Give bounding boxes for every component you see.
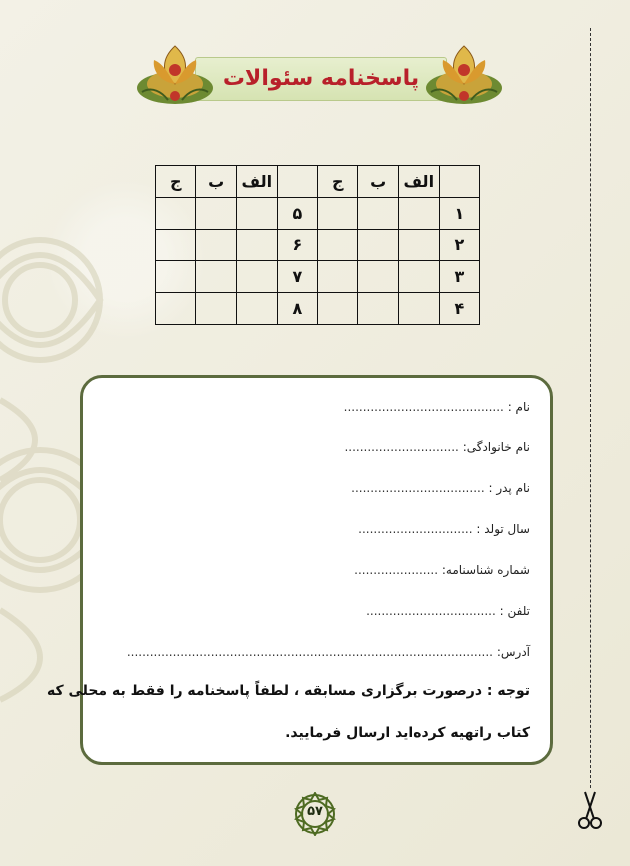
table-header-cell: الف (236, 166, 277, 198)
page-number: ۵۷ (307, 804, 323, 819)
table-header-cell: ب (358, 166, 398, 198)
question-number: ۸ (277, 293, 317, 325)
question-number: ۶ (277, 229, 317, 261)
name-field[interactable] (344, 400, 530, 414)
answer-cell[interactable] (196, 293, 236, 325)
phone-dots: .................................. (366, 604, 496, 618)
answer-cell[interactable] (318, 261, 358, 293)
answer-cell[interactable] (156, 197, 196, 229)
address-label: آدرس: (496, 645, 530, 659)
answer-cell[interactable] (196, 261, 236, 293)
answer-table (155, 165, 480, 325)
table-row (156, 197, 480, 229)
id-number-dots: ...................... (354, 563, 439, 577)
answer-cell[interactable] (318, 197, 358, 229)
question-number: ۵ (277, 197, 317, 229)
cut-line (590, 28, 591, 788)
answer-cell[interactable] (236, 293, 277, 325)
family-name-field[interactable] (344, 440, 530, 454)
family-name-dots: .............................. (344, 440, 459, 454)
father-name-dots: ................................... (351, 481, 485, 495)
answer-cell[interactable] (398, 197, 439, 229)
answer-cell[interactable] (358, 197, 398, 229)
question-number: ۱ (439, 197, 479, 229)
answer-cell[interactable] (358, 293, 398, 325)
birth-year-field[interactable] (358, 522, 530, 536)
flower-ornament-icon (423, 40, 505, 110)
answer-cell[interactable] (398, 261, 439, 293)
id-number-field[interactable] (354, 563, 530, 577)
question-number: ۷ (277, 261, 317, 293)
father-name-label: نام پدر : (488, 481, 530, 495)
answer-cell[interactable] (398, 293, 439, 325)
answer-cell[interactable] (318, 293, 358, 325)
answer-cell[interactable] (358, 261, 398, 293)
table-header-cell: الف (398, 166, 439, 198)
registration-form (46, 375, 553, 765)
page-number-badge (293, 792, 337, 836)
table-row (156, 293, 480, 325)
scissors-icon (577, 790, 603, 830)
birth-year-label: سال تولد : (476, 522, 530, 536)
answer-cell[interactable] (236, 197, 277, 229)
table-header-cell: ب (196, 166, 236, 198)
answer-cell[interactable] (358, 229, 398, 261)
table-header-cell: ج (318, 166, 358, 198)
answer-cell[interactable] (156, 261, 196, 293)
answer-cell[interactable] (156, 229, 196, 261)
answer-cell[interactable] (398, 229, 439, 261)
phone-label: تلفن : (499, 604, 530, 618)
answer-cell[interactable] (236, 229, 277, 261)
title-banner (195, 57, 447, 101)
birth-year-dots: .............................. (358, 522, 473, 536)
table-header-cell (439, 166, 479, 198)
table-header-cell: ج (156, 166, 196, 198)
question-number: ۲ (439, 229, 479, 261)
address-field[interactable] (127, 645, 530, 659)
table-header-cell (277, 166, 317, 198)
id-number-label: شماره شناسنامه: (441, 563, 530, 577)
name-dots: .......................................... (343, 400, 504, 414)
father-name-field[interactable] (351, 481, 530, 495)
question-number: ۴ (439, 293, 479, 325)
answer-cell[interactable] (156, 293, 196, 325)
answer-cell[interactable] (196, 197, 236, 229)
flower-ornament-icon (134, 40, 216, 110)
table-row (156, 229, 480, 261)
answer-cell[interactable] (196, 229, 236, 261)
address-dots: ................................................................................................ (126, 645, 493, 659)
family-name-label: نام خانوادگی: (462, 440, 530, 454)
phone-field[interactable] (366, 604, 530, 618)
table-header-row (156, 166, 480, 198)
name-label: نام : (507, 400, 530, 414)
table-row (156, 261, 480, 293)
question-number: ۳ (439, 261, 479, 293)
answer-cell[interactable] (236, 261, 277, 293)
page-title: پاسخنامه سئوالات (222, 66, 420, 91)
answer-cell[interactable] (318, 229, 358, 261)
note-line-2: کتاب راتهیه کرده‌اید ارسال فرمایید. (285, 725, 530, 741)
note-line-1: توجه : درصورت برگزاری مسابقه ، لطفاً پاسخنامه را فقط به محلی که (46, 683, 530, 699)
